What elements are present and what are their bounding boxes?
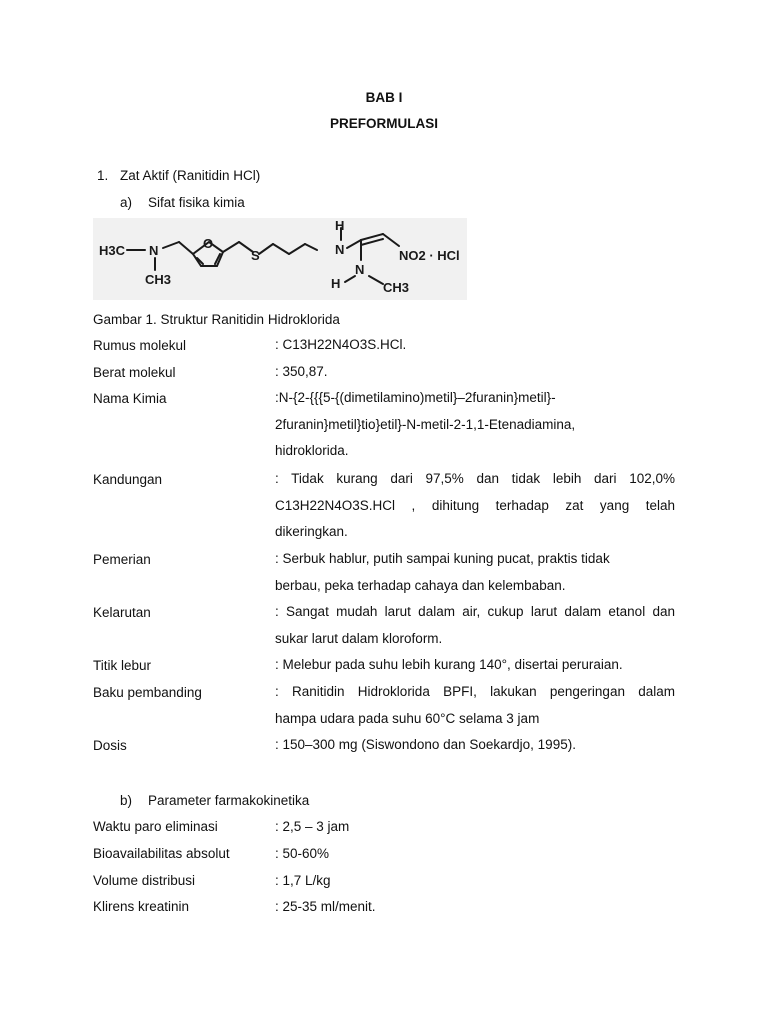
pk-label: Volume distribusi bbox=[93, 873, 196, 888]
structure-label-ch3-left: CH3 bbox=[145, 272, 172, 287]
pk-value: : 25-35 ml/menit. bbox=[275, 899, 376, 914]
property-value: : 150–300 mg (Siswondono dan Soekardjo, 1995). bbox=[275, 737, 576, 752]
structure-label-ch3-right: CH3 bbox=[383, 280, 410, 295]
property-label: Nama Kimia bbox=[93, 391, 167, 406]
property-value: : 350,87. bbox=[275, 364, 328, 379]
property-label: Berat molekul bbox=[93, 365, 176, 380]
property-label: Titik lebur bbox=[93, 658, 152, 673]
property-label: Pemerian bbox=[93, 552, 151, 567]
section-title: Zat Aktif (Ranitidin HCl) bbox=[120, 168, 261, 183]
ranitidine-structure-image bbox=[93, 218, 467, 300]
property-label: Dosis bbox=[93, 738, 127, 753]
figure-caption: Gambar 1. Struktur Ranitidin Hidroklorida bbox=[93, 312, 340, 327]
structure-label-h-top: H bbox=[335, 218, 345, 233]
property-label: Baku pembanding bbox=[93, 685, 202, 700]
property-value: : Serbuk hablur, putih sampai kuning pucat, praktis tidak berbau, peka terhadap cahaya dan kelembaban. bbox=[275, 551, 610, 593]
structure-label-h3c: H3C bbox=[99, 243, 126, 258]
property-value: : Ranitidin Hidroklorida BPFI, lakukan pengeringan dalam hampa udara pada suhu 60°C selama 3 jam bbox=[275, 684, 675, 726]
property-label: Kandungan bbox=[93, 472, 163, 487]
structure-label-s: S bbox=[251, 248, 260, 263]
pk-value: : 1,7 L/kg bbox=[275, 873, 331, 888]
subsection-a-title: Sifat fisika kimia bbox=[148, 195, 245, 210]
pk-label: Bioavailabilitas absolut bbox=[93, 846, 230, 861]
pk-label: Klirens kreatinin bbox=[93, 899, 190, 914]
subsection-b-title: Parameter farmakokinetika bbox=[148, 793, 310, 808]
property-value: : Tidak kurang dari 97,5% dan tidak lebih dari 102,0% C13H22N4O3S.HCl , dihitung terhadap zat yang telah dikeringkan. bbox=[275, 471, 675, 540]
structure-label-n-bottom: N bbox=[355, 262, 365, 277]
property-label: Rumus molekul bbox=[93, 338, 187, 353]
structure-label-n-mid: N bbox=[335, 242, 345, 257]
pk-value: : 50-60% bbox=[275, 846, 330, 861]
subsection-a-letter: a) bbox=[120, 195, 133, 210]
structure-label-h-bottom: H bbox=[331, 276, 341, 291]
property-value: : C13H22N4O3S.HCl. bbox=[275, 337, 407, 352]
property-value: :N-{2-{{{5-{(dimetilamino)metil}–2furanin}metil}- 2furanin}metil}tio}etil}-N-metil-2-1,1-Etenadiamina, hidroklorida. bbox=[275, 390, 576, 459]
chapter-title: PREFORMULASI bbox=[330, 116, 438, 131]
pk-label: Waktu paro eliminasi bbox=[93, 819, 218, 834]
chapter-heading: BAB I bbox=[365, 90, 403, 105]
property-label: Kelarutan bbox=[93, 605, 151, 620]
property-value: : Melebur pada suhu lebih kurang 140°, disertai peruraian. bbox=[275, 657, 623, 672]
pk-value: : 2,5 – 3 jam bbox=[275, 819, 350, 834]
subsection-b-letter: b) bbox=[120, 793, 133, 808]
structure-label-n-left: N bbox=[149, 243, 159, 258]
section-number: 1. bbox=[97, 168, 109, 183]
property-value: : Sangat mudah larut dalam air, cukup larut dalam etanol dan sukar larut dalam kloroform. bbox=[275, 604, 675, 646]
structure-label-no2-hcl: NO2 · HCl bbox=[399, 248, 460, 263]
structure-label-o: O bbox=[203, 236, 214, 251]
